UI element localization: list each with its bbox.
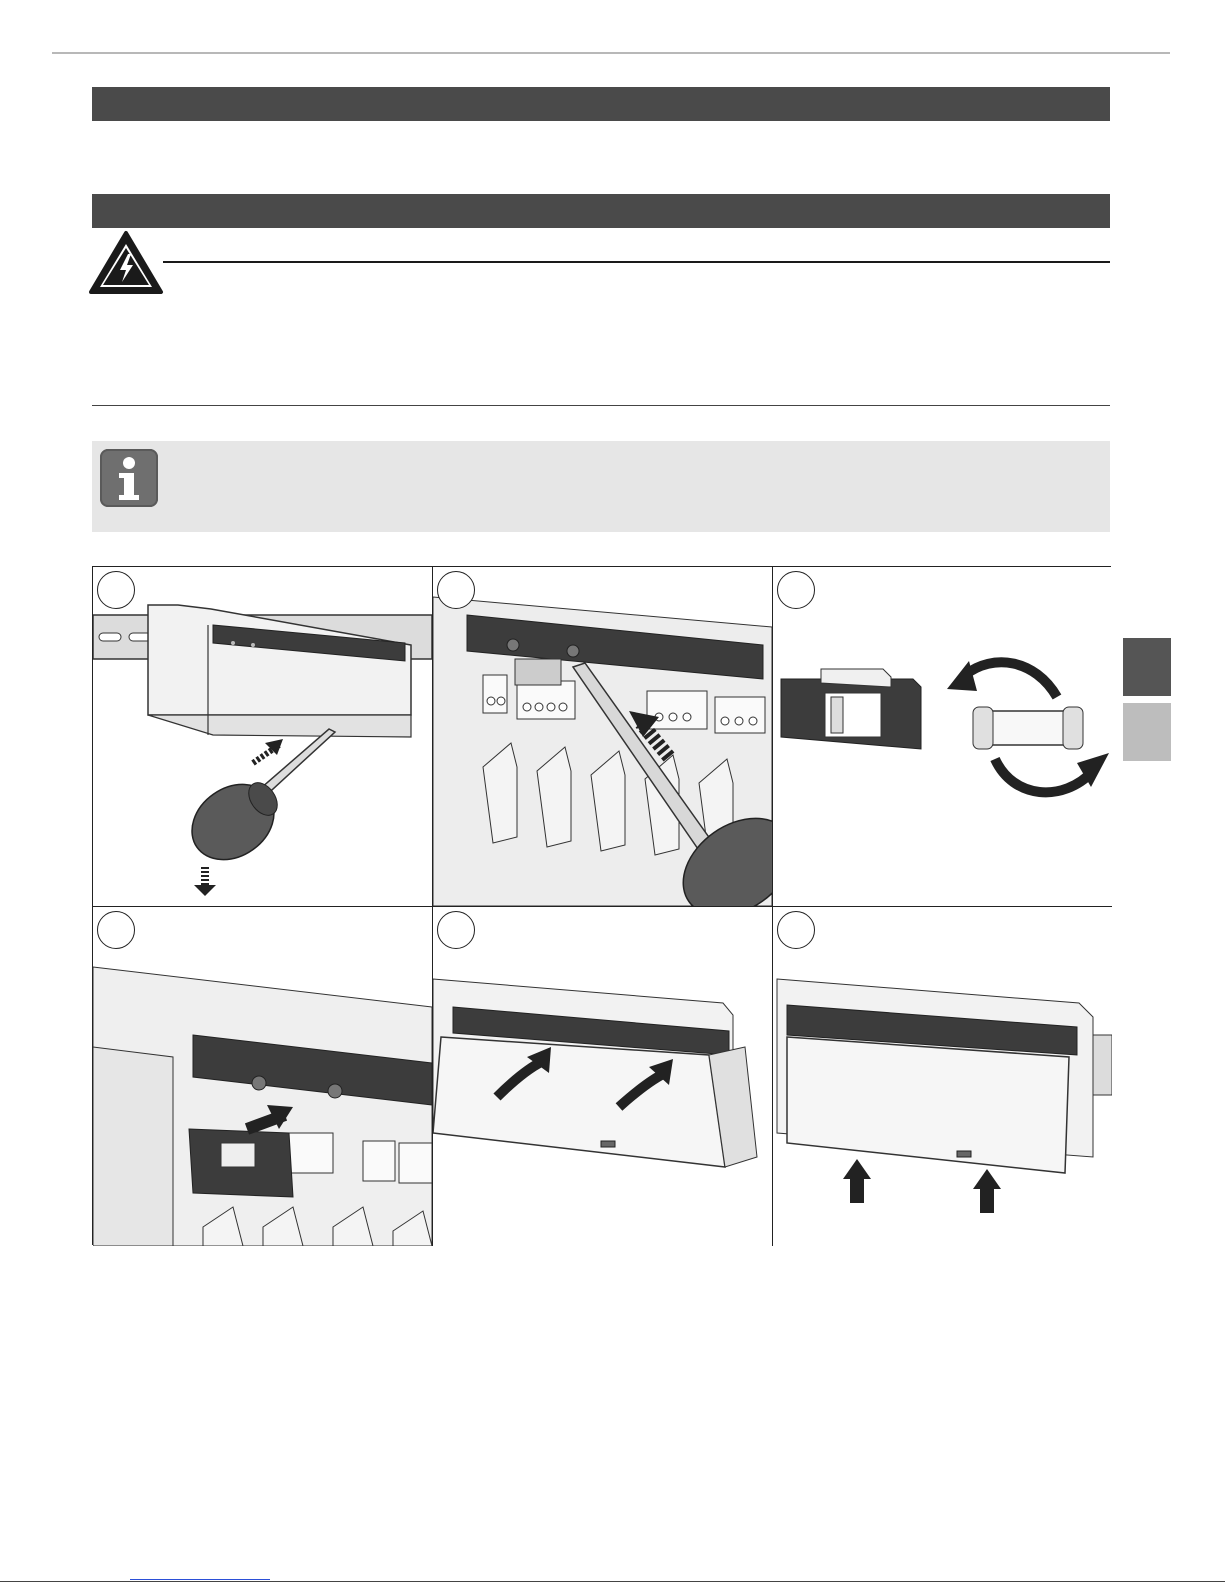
step-4-panel <box>93 907 432 1246</box>
side-tab-active[interactable] <box>1123 638 1171 696</box>
step-3-panel <box>773 567 1112 906</box>
bottom-link-underline[interactable] <box>130 1579 270 1580</box>
top-rule <box>52 52 1170 54</box>
step-1-panel <box>93 567 432 906</box>
section-separator <box>92 405 1110 406</box>
step-5-marker <box>437 911 475 949</box>
step-2-marker <box>437 571 475 609</box>
step-3-illustration <box>773 567 1112 906</box>
step-2-panel <box>433 567 772 906</box>
step-5-panel <box>433 907 772 1246</box>
info-box <box>92 441 1110 532</box>
info-icon <box>100 449 158 507</box>
step-1-marker <box>97 571 135 609</box>
section-heading-bar <box>92 87 1110 121</box>
step-6-illustration <box>773 907 1112 1246</box>
installation-steps-grid <box>92 566 1111 1245</box>
step-3-marker <box>777 571 815 609</box>
step-4-illustration <box>93 907 432 1246</box>
step-6-marker <box>777 911 815 949</box>
step-6-panel <box>773 907 1112 1246</box>
high-voltage-warning-icon <box>88 230 164 296</box>
step-5-illustration <box>433 907 772 1246</box>
grid-divider <box>93 906 1112 907</box>
step-2-illustration <box>433 567 772 906</box>
step-1-illustration <box>93 567 432 906</box>
subsection-heading-bar <box>92 194 1110 228</box>
side-tab-inactive[interactable] <box>1123 703 1171 761</box>
step-4-marker <box>97 911 135 949</box>
warning-rule <box>163 261 1110 263</box>
bottom-rule <box>0 1581 1225 1582</box>
